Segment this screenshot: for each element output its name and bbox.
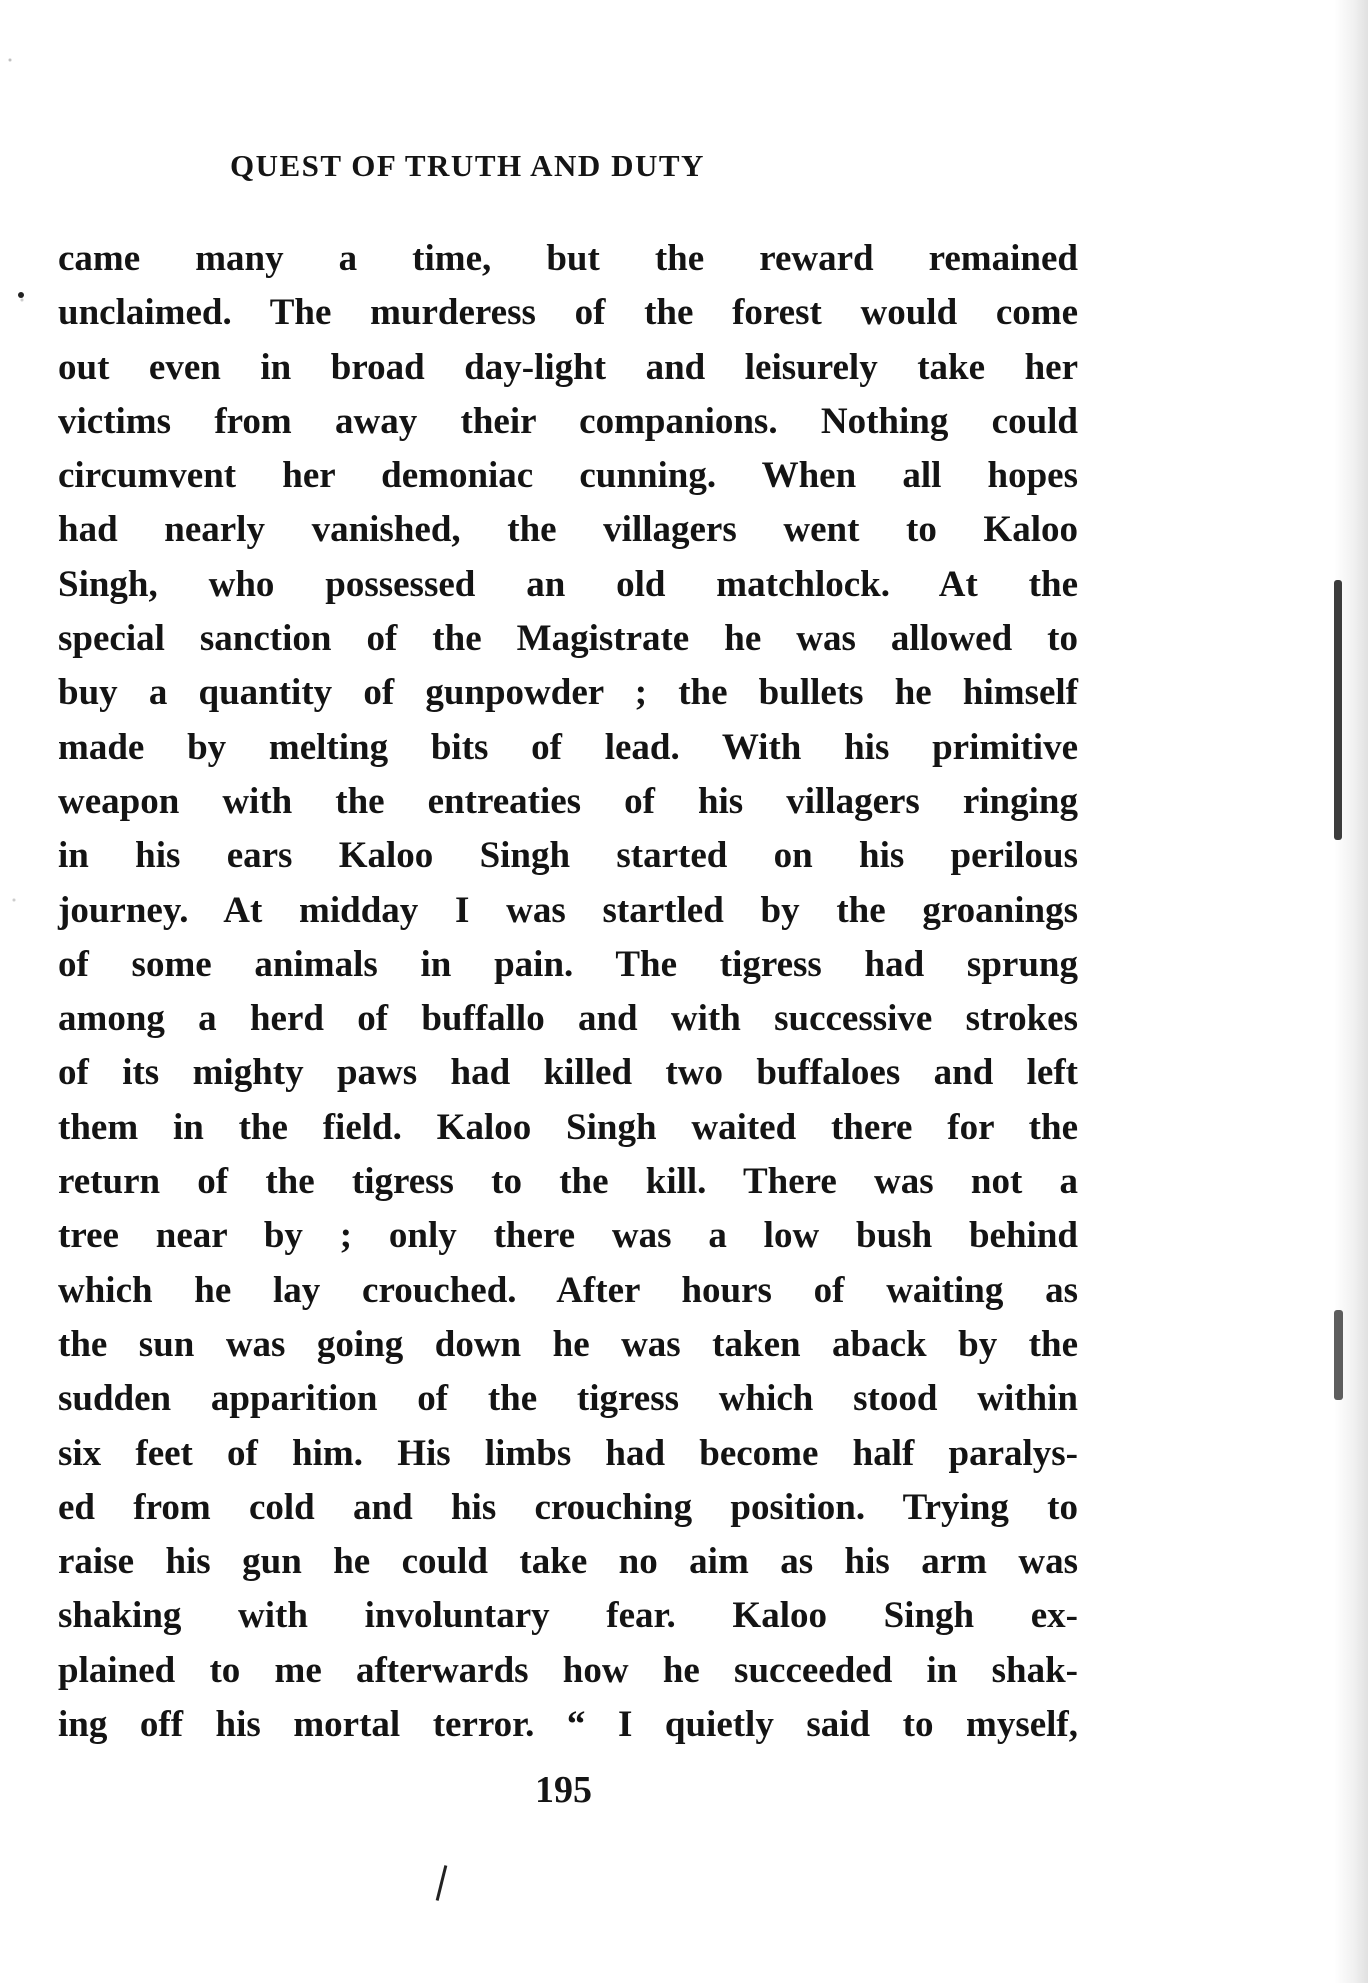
text-line: journey. At midday I was startled by the groanings [58,889,1078,931]
body-text [58,232,1078,1752]
text-line: tree near by ; only there was a low bush behind [58,1215,1078,1257]
text-line: ing off his mortal terror. “ I quietly said to myself, [58,1704,1078,1746]
binding-shadow-mark [1334,580,1342,840]
text-line: out even in broad day-light and leisurely take her [58,346,1078,388]
text-line: made by melting bits of lead. With his primitive [58,726,1078,768]
text-line: of its mighty paws had killed two buffaloes and left [58,1052,1078,1094]
text-line: came many a time, but the reward remained [58,238,1078,279]
text-line: six feet of him. His limbs had become half paralys- [58,1432,1078,1474]
text-line: raise his gun he could take no aim as his arm was [58,1541,1078,1583]
text-line: of some animals in pain. The tigress had sprung [58,943,1078,985]
text-line: Singh, who possessed an old matchlock. At the [58,563,1078,605]
scan-speck [18,292,24,298]
text-line: among a herd of buffallo and with successive strokes [58,998,1078,1040]
text-line: the sun was going down he was taken aback by the [58,1323,1078,1365]
text-line: shaking with involuntary fear. Kaloo Singh ex- [58,1595,1078,1637]
text-line: which he lay crouched. After hours of waiting as [58,1269,1078,1311]
running-header: QUEST OF TRUTH AND DUTY [230,148,705,183]
text-line: buy a quantity of gunpowder ; the bullets he himself [58,672,1078,714]
page-number: 195 [535,1769,592,1811]
text-line: return of the tigress to the kill. There was not a [58,1161,1078,1203]
text-line: plained to me afterwards how he succeeded in shak- [58,1649,1078,1691]
scan-edge-right [1334,0,1368,1983]
stray-pen-mark [436,1865,448,1901]
text-line: them in the field. Kaloo Singh waited there for the [58,1106,1078,1148]
text-line: victims from away their companions. Nothing could [58,400,1078,442]
text-line: circumvent her demoniac cunning. When all hopes [58,455,1078,497]
text-line: in his ears Kaloo Singh started on his perilous [58,835,1078,877]
text-line: sudden apparition of the tigress which stood within [58,1378,1078,1420]
text-line: unclaimed. The murderess of the forest would come [58,292,1078,334]
binding-shadow-mark-lower [1334,1310,1343,1400]
text-line: special sanction of the Magistrate he was allowed to [58,618,1078,660]
text-line: weapon with the entreaties of his villagers ringing [58,780,1078,822]
text-line: ed from cold and his crouching position. Trying to [58,1486,1078,1528]
text-line: had nearly vanished, the villagers went to Kaloo [58,509,1078,551]
